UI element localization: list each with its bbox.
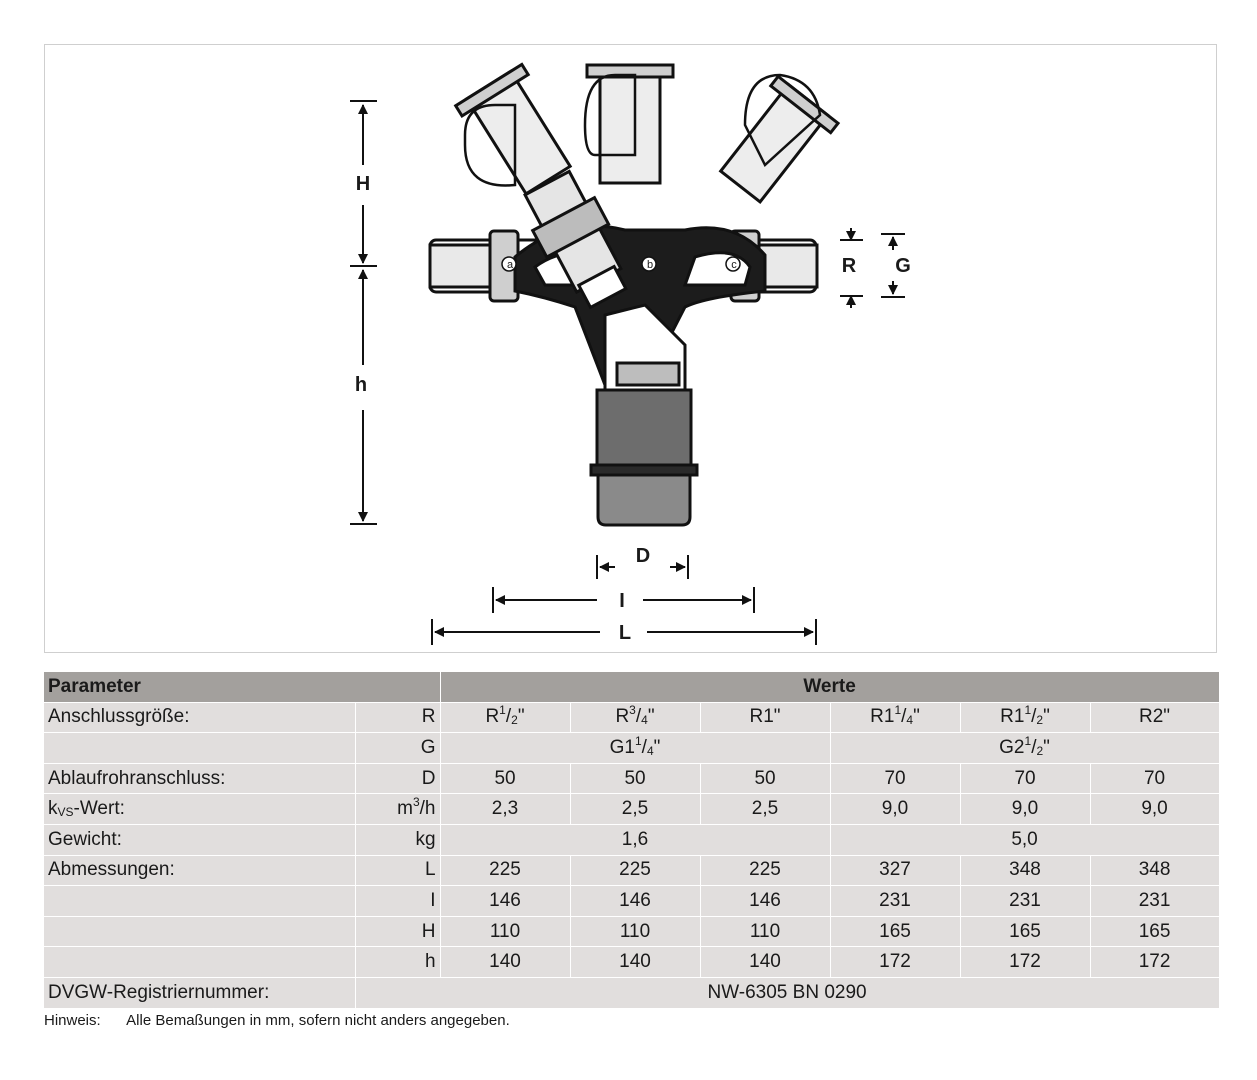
label-anschluss: Anschlussgröße: <box>44 702 355 733</box>
ablauf-value-5: 70 <box>960 763 1090 794</box>
note <box>44 1012 510 1029</box>
H-value-2: 110 <box>570 916 700 947</box>
dim-label-R: R <box>841 255 857 277</box>
label-blank <box>44 916 355 947</box>
kvs-value-2: 2,5 <box>570 794 700 825</box>
kvs-value-5: 9,0 <box>960 794 1090 825</box>
label-blank <box>44 733 355 764</box>
unit-h: h <box>355 947 440 978</box>
I-value-5: 231 <box>960 886 1090 917</box>
H-value-3: 110 <box>700 916 830 947</box>
valve-illustration <box>430 64 838 525</box>
valve-drawing-svg <box>45 45 1218 654</box>
h-value-4: 172 <box>830 947 960 978</box>
unit-H: H <box>355 916 440 947</box>
ablauf-value-6: 70 <box>1090 763 1219 794</box>
I-value-4: 231 <box>830 886 960 917</box>
r-value-1: $R^1/_2$" <box>440 702 570 733</box>
table-row-abmessungen-l <box>44 855 1219 886</box>
gewicht-value-1: 1,6 <box>440 824 830 855</box>
table-row-abmessungen-h-lower <box>44 947 1219 978</box>
unit-kg: kg <box>355 824 440 855</box>
unit-L: L <box>355 855 440 886</box>
I-value-3: 146 <box>700 886 830 917</box>
kvs-value-4: 9,0 <box>830 794 960 825</box>
H-value-6: 165 <box>1090 916 1219 947</box>
label-ablauf: Ablaufrohranschluss: <box>44 763 355 794</box>
technical-drawing <box>44 44 1217 653</box>
g-value-1: $G1^1/_4$" <box>440 733 830 764</box>
port-label-c: c <box>731 259 737 271</box>
header-parameter: Parameter <box>44 672 440 702</box>
ablauf-value-1: 50 <box>440 763 570 794</box>
I-value-2: 146 <box>570 886 700 917</box>
dvgw-value: NW-6305 BN 0290 <box>355 977 1219 1008</box>
I-value-1: 146 <box>440 886 570 917</box>
L-value-2: 225 <box>570 855 700 886</box>
label-blank <box>44 947 355 978</box>
note-label: Hinweis: <box>44 1012 101 1029</box>
ablauf-value-2: 50 <box>570 763 700 794</box>
unit-r: R <box>355 702 440 733</box>
table-row-kvs <box>44 794 1219 825</box>
ablauf-value-4: 70 <box>830 763 960 794</box>
ablauf-value-3: 50 <box>700 763 830 794</box>
unit-m3h: $m^3/h$ <box>355 794 440 825</box>
L-value-3: 225 <box>700 855 830 886</box>
label-dvgw: DVGW-Registriernummer: <box>44 977 355 1008</box>
h-value-1: 140 <box>440 947 570 978</box>
dimension-H <box>350 101 377 524</box>
I-value-6: 231 <box>1090 886 1219 917</box>
note-text: Alle Bemaßungen in mm, sofern nicht anders angegeben. <box>126 1012 510 1029</box>
table-row-ablauf <box>44 763 1219 794</box>
H-value-4: 165 <box>830 916 960 947</box>
r-value-2: $R^3/_4$" <box>570 702 700 733</box>
header-werte: Werte <box>440 672 1219 702</box>
h-value-6: 172 <box>1090 947 1219 978</box>
g-value-2: $G2^1/_2$" <box>830 733 1219 764</box>
kvs-value-3: 2,5 <box>700 794 830 825</box>
spec-table <box>44 672 1220 1009</box>
L-value-1: 225 <box>440 855 570 886</box>
L-value-5: 348 <box>960 855 1090 886</box>
r-value-5: $R1^1/_2$" <box>960 702 1090 733</box>
unit-I: I <box>355 886 440 917</box>
L-value-6: 348 <box>1090 855 1219 886</box>
unit-d: D <box>355 763 440 794</box>
table-row-gewicht <box>44 824 1219 855</box>
table-row-abmessungen-i <box>44 886 1219 917</box>
dim-label-G: G <box>895 255 911 277</box>
h-value-3: 140 <box>700 947 830 978</box>
port-label-b: b <box>646 259 654 271</box>
unit-g: G <box>355 733 440 764</box>
label-blank <box>44 886 355 917</box>
h-value-5: 172 <box>960 947 1090 978</box>
table-header-row <box>44 672 1219 702</box>
r-value-6: R2" <box>1090 702 1219 733</box>
r-value-3: R1" <box>700 702 830 733</box>
label-kvs: $k_{VS}$-Wert: <box>44 794 355 825</box>
h-value-2: 140 <box>570 947 700 978</box>
H-value-5: 165 <box>960 916 1090 947</box>
H-value-1: 110 <box>440 916 570 947</box>
dim-label-H: H <box>355 173 371 195</box>
kvs-value-6: 9,0 <box>1090 794 1219 825</box>
L-value-4: 327 <box>830 855 960 886</box>
r-value-4: $R1^1/_4$" <box>830 702 960 733</box>
table-row-anschluss-r <box>44 702 1219 733</box>
label-abmessungen: Abmessungen: <box>44 855 355 886</box>
table-row-abmessungen-h-upper <box>44 916 1219 947</box>
label-gewicht: Gewicht: <box>44 824 355 855</box>
dim-label-h: h <box>354 374 368 396</box>
dim-label-D: D <box>635 545 651 567</box>
table-row-dvgw <box>44 977 1219 1008</box>
kvs-value-1: 2,3 <box>440 794 570 825</box>
gewicht-value-2: 5,0 <box>830 824 1219 855</box>
table-row-anschluss-g <box>44 733 1219 764</box>
port-label-a: a <box>506 259 514 271</box>
dim-label-L: L <box>618 622 632 644</box>
dim-label-I: I <box>619 590 625 612</box>
